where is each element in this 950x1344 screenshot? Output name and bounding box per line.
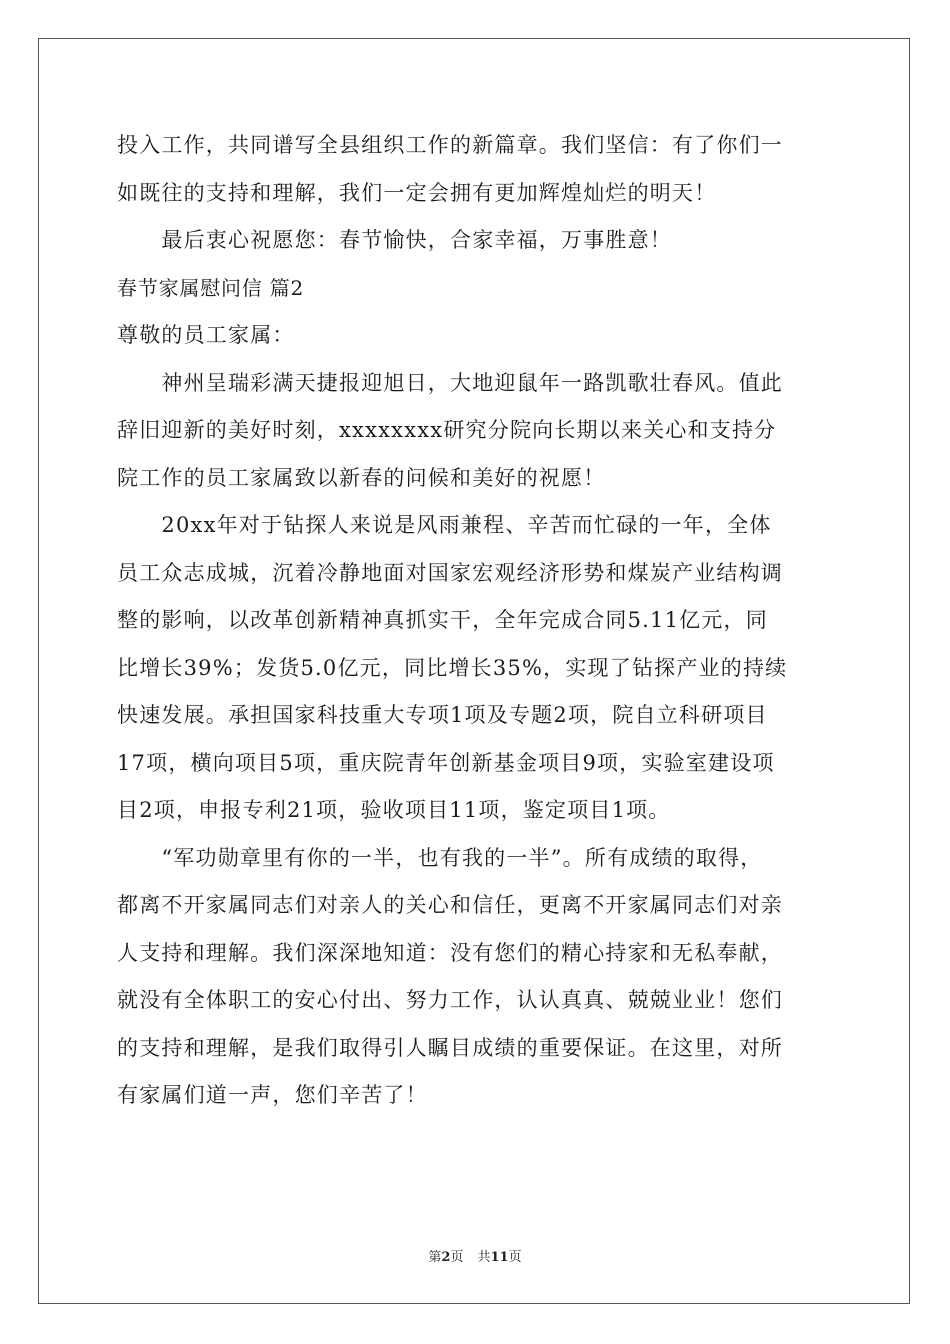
text-line: 就没有全体职工的安心付出、努力工作，认认真真、兢兢业业！您们 xyxy=(117,988,783,1012)
text-line: 辞旧迎新的美好时刻，xxxxxxxx研究分院向长期以来关心和支持分 xyxy=(117,418,777,442)
text-line: “军功勋章里有你的一半，也有我的一半”。所有成绩的取得， xyxy=(117,845,763,870)
page-footer xyxy=(0,1246,950,1265)
page-number-suffix: 页 xyxy=(450,1250,464,1265)
text-line: 快速发展。承担国家科技重大专项1项及专题2项，院自立科研项目 xyxy=(117,703,768,727)
text-line: 比增长39%；发货5.0亿元，同比增长35%，实现了钻探产业的持续 xyxy=(117,655,788,680)
text-line: 如既往的支持和理解，我们一定会拥有更加辉煌灿烂的明天！ xyxy=(117,180,717,205)
text-line: 17项，横向项目5项，重庆院青年创新基金项目9项，实验室建设项 xyxy=(117,750,775,775)
text-line: 人支持和理解。我们深深地知道：没有您们的精心持家和无私奉献， xyxy=(117,940,783,965)
page-number-current: 2 xyxy=(441,1250,451,1265)
section-title: 春节家属慰问信 篇2 xyxy=(117,275,305,300)
text-line: 的支持和理解，是我们取得引人瞩目成绩的重要保证。在这里，对所 xyxy=(117,1035,783,1060)
text-line: 神州呈瑞彩满天捷报迎旭日，大地迎鼠年一路凯歌壮春风。值此 xyxy=(117,370,783,395)
text-line: 都离不开家属同志们对亲人的关心和信任，更离不开家属同志们对亲 xyxy=(117,893,783,917)
text-line: 整的影响，以改革创新精神真抓实干，全年完成合同5.11亿元，同 xyxy=(117,608,768,632)
total-pages-prefix: 共 xyxy=(477,1250,491,1265)
text-line: 院工作的员工家属致以新春的问候和美好的祝愿！ xyxy=(117,465,606,490)
text-line: 20xx年对于钻探人来说是风雨兼程、辛苦而忙碌的一年，全体 xyxy=(117,513,772,537)
text-line: 员工众志成城，沉着冷静地面对国家宏观经济形势和煤炭产业结构调 xyxy=(117,560,783,585)
page-number-prefix: 第 xyxy=(428,1250,442,1265)
salutation: 尊敬的员工家属： xyxy=(117,323,295,347)
total-pages-count: 11 xyxy=(490,1250,509,1265)
text-line: 目2项，申报专利21项，验收项目11项，鉴定项目1项。 xyxy=(117,798,671,822)
text-line: 最后衷心祝愿您：春节愉快，合家幸福，万事胜意！ xyxy=(117,228,672,252)
total-pages-suffix: 页 xyxy=(508,1250,522,1265)
text-line: 投入工作，共同谱写全县组织工作的新篇章。我们坚信：有了你们一 xyxy=(117,133,783,157)
document-body xyxy=(117,122,839,1120)
text-line: 有家属们道一声，您们辛苦了！ xyxy=(117,1083,428,1107)
